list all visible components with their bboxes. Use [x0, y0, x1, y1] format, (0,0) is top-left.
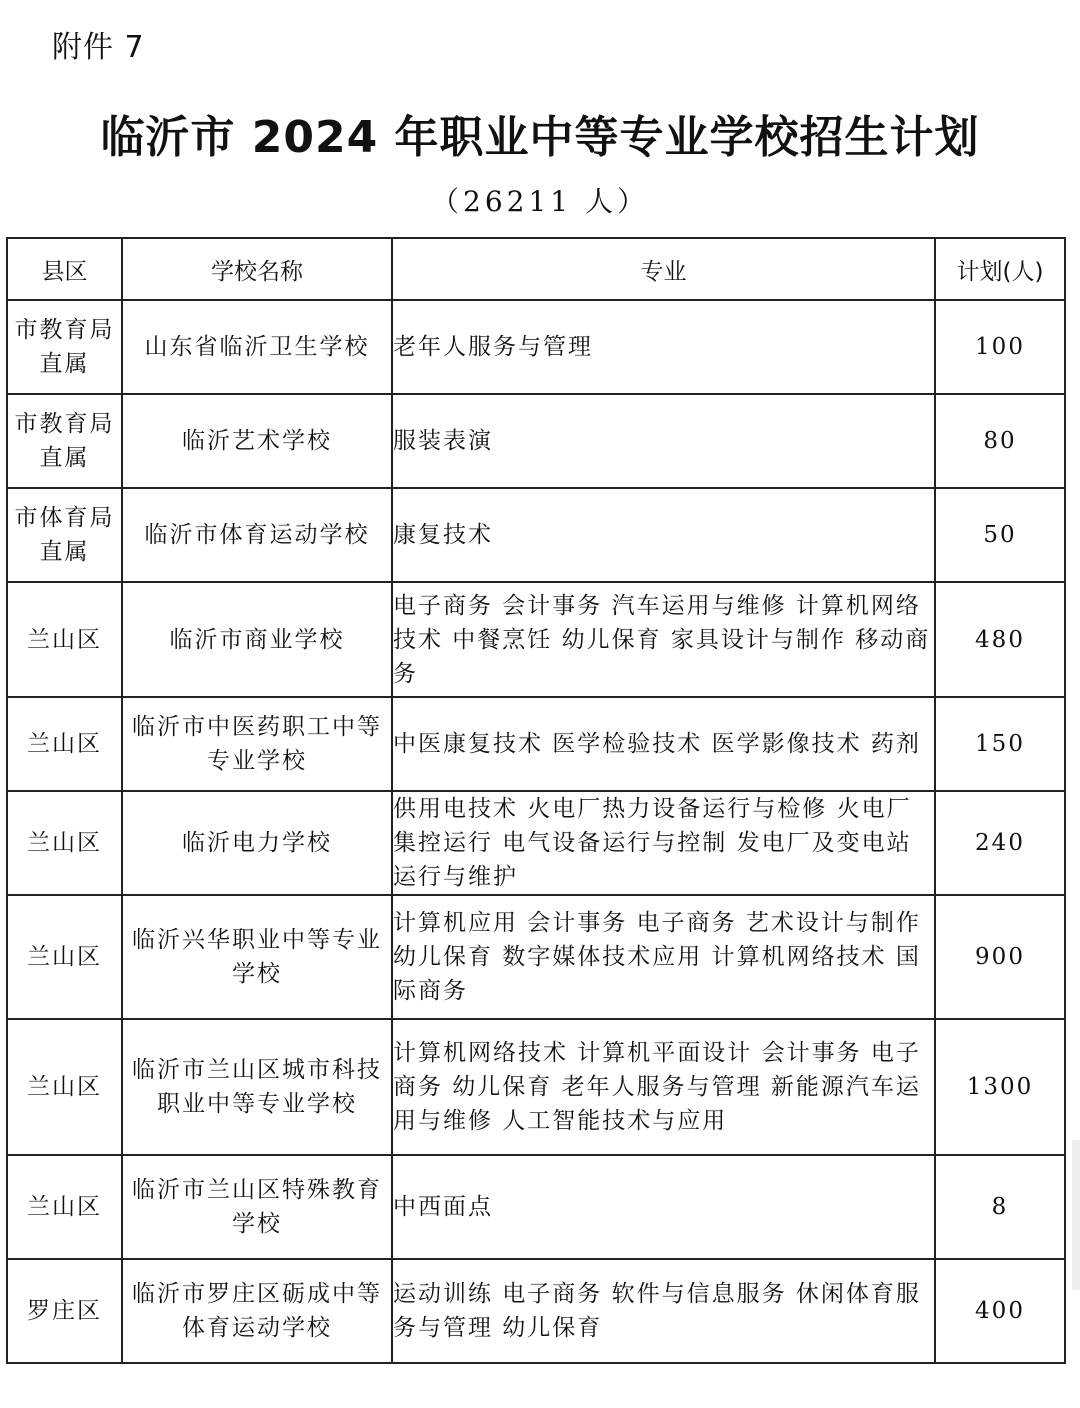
table-row	[7, 697, 1065, 791]
total-enrollment: （26211 人）	[431, 185, 649, 218]
school-cell: 临沂市罗庄区砺成中等体育运动学校	[122, 1259, 392, 1363]
major-cell: 老年人服务与管理	[392, 300, 935, 394]
table-row	[7, 488, 1065, 582]
county-cell: 兰山区	[7, 1019, 122, 1155]
plan-cell: 900	[935, 895, 1065, 1019]
table-row	[7, 895, 1065, 1019]
major-cell: 中西面点	[392, 1155, 935, 1259]
table-row	[7, 1155, 1065, 1259]
county-cell: 市教育局直属	[7, 300, 122, 394]
plan-cell: 8	[935, 1155, 1065, 1259]
school-cell: 临沂电力学校	[122, 791, 392, 895]
school-cell: 山东省临沂卫生学校	[122, 300, 392, 394]
school-cell: 临沂市中医药职工中等专业学校	[122, 697, 392, 791]
major-cell: 电子商务 会计事务 汽车运用与维修 计算机网络技术 中餐烹饪 幼儿保育 家具设计与制作 移动商务	[392, 582, 935, 697]
major-cell: 中医康复技术 医学检验技术 医学影像技术 药剂	[392, 697, 935, 791]
plan-cell: 240	[935, 791, 1065, 895]
major-cell: 康复技术	[392, 488, 935, 582]
scrollbar[interactable]	[1072, 1140, 1080, 1290]
page-title: 临沂市 2024 年职业中等专业学校招生计划	[100, 112, 980, 163]
county-cell: 兰山区	[7, 697, 122, 791]
plan-cell: 100	[935, 300, 1065, 394]
major-cell: 供用电技术 火电厂热力设备运行与检修 火电厂集控运行 电气设备运行与控制 发电厂及变电站运行与维护	[392, 791, 935, 895]
major-cell: 计算机网络技术 计算机平面设计 会计事务 电子商务 幼儿保育 老年人服务与管理 新能源汽车运用与维修 人工智能技术与应用	[392, 1019, 935, 1155]
header-school: 学校名称	[122, 238, 392, 300]
school-cell: 临沂市商业学校	[122, 582, 392, 697]
table-row	[7, 394, 1065, 488]
county-cell: 兰山区	[7, 895, 122, 1019]
table-header-row	[7, 238, 1065, 300]
major-cell: 运动训练 电子商务 软件与信息服务 休闲体育服务与管理 幼儿保育	[392, 1259, 935, 1363]
plan-cell: 80	[935, 394, 1065, 488]
plan-cell: 480	[935, 582, 1065, 697]
table-row	[7, 791, 1065, 895]
major-cell: 计算机应用 会计事务 电子商务 艺术设计与制作 幼儿保育 数字媒体技术应用 计算机网络技术 国际商务	[392, 895, 935, 1019]
county-cell: 罗庄区	[7, 1259, 122, 1363]
school-cell: 临沂兴华职业中等专业学校	[122, 895, 392, 1019]
county-cell: 兰山区	[7, 1155, 122, 1259]
header-county: 县区	[7, 238, 122, 300]
county-cell: 兰山区	[7, 791, 122, 895]
county-cell: 市教育局直属	[7, 394, 122, 488]
plan-cell: 50	[935, 488, 1065, 582]
table-row	[7, 582, 1065, 697]
school-cell: 临沂市兰山区城市科技职业中等专业学校	[122, 1019, 392, 1155]
plan-cell: 400	[935, 1259, 1065, 1363]
header-plan: 计划(人)	[935, 238, 1065, 300]
county-cell: 兰山区	[7, 582, 122, 697]
attachment-label: 附件 7	[52, 30, 145, 65]
header-major: 专业	[392, 238, 935, 300]
table-row	[7, 300, 1065, 394]
school-cell: 临沂市兰山区特殊教育学校	[122, 1155, 392, 1259]
plan-cell: 150	[935, 697, 1065, 791]
school-cell: 临沂市体育运动学校	[122, 488, 392, 582]
enrollment-plan-table	[6, 237, 1066, 1364]
plan-cell: 1300	[935, 1019, 1065, 1155]
major-cell: 服装表演	[392, 394, 935, 488]
school-cell: 临沂艺术学校	[122, 394, 392, 488]
county-cell: 市体育局直属	[7, 488, 122, 582]
table-row	[7, 1259, 1065, 1363]
table-row	[7, 1019, 1065, 1155]
